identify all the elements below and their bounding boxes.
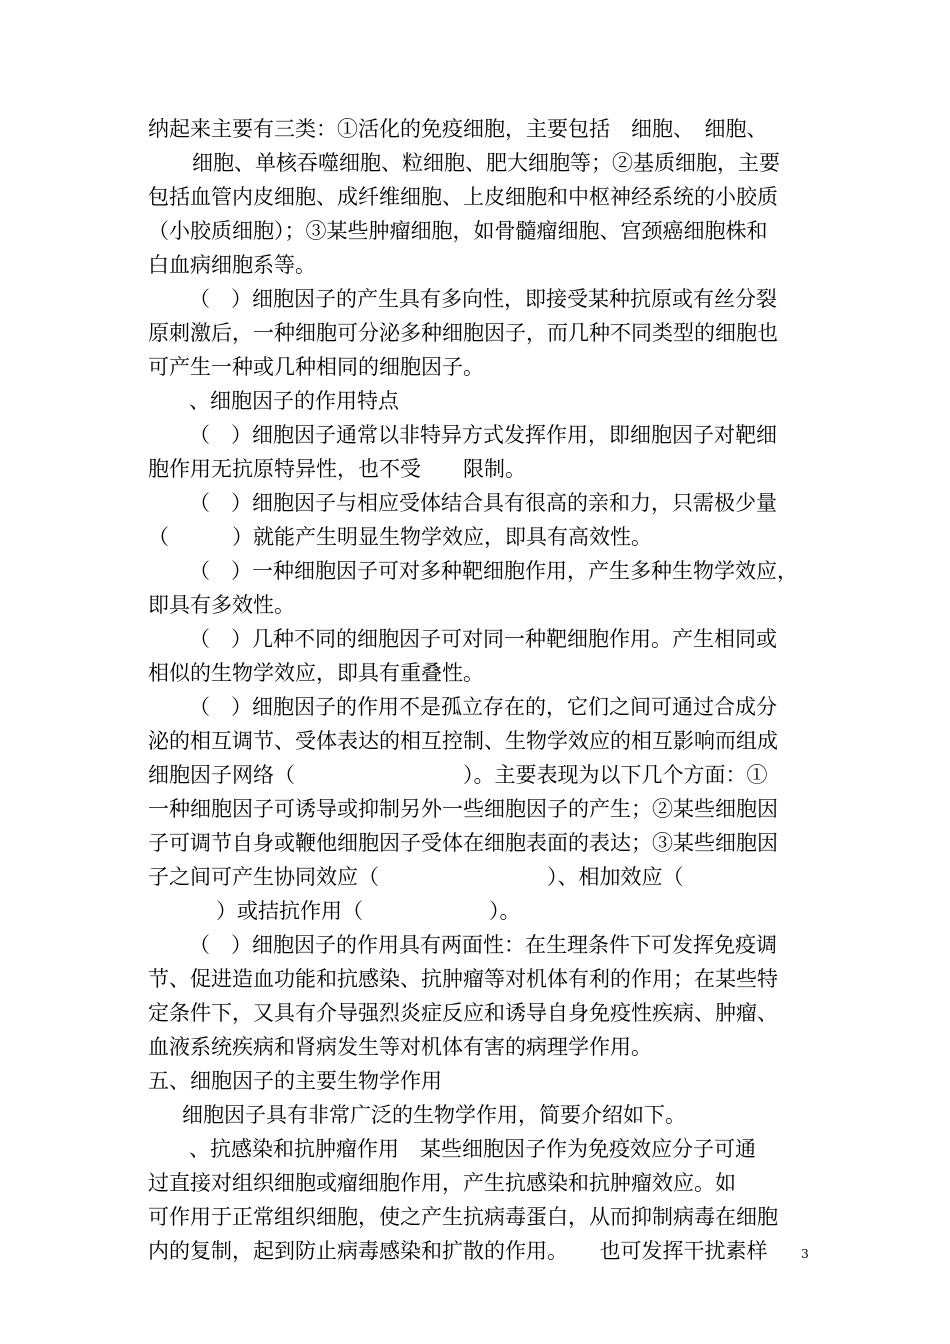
text-line: （ ）几种不同的细胞因子可对同一种靶细胞作用。产生相同或 (189, 627, 777, 651)
page-number: 3 (801, 1247, 809, 1261)
text-line: 纳起来主要有三类：①活化的免疫细胞，主要包括 细胞、 细胞、 (148, 117, 768, 141)
text-line: 原刺激后，一种细胞可分泌多种细胞因子，而几种不同类型的细胞也 (148, 321, 778, 345)
text-line: 过直接对组织细胞或瘤细胞作用，产生抗感染和抗肿瘤效应。如 (148, 1171, 736, 1195)
text-line: 即具有多效性。 (148, 593, 295, 617)
text-line: 内的复制，起到防止病毒感染和扩散的作用。 也可发挥干扰素样 (148, 1239, 768, 1263)
text-line: 一种细胞因子可诱导或抑制另外一些细胞因子的产生；②某些细胞因 (148, 797, 778, 821)
section-heading: 五、细胞因子的主要生物学作用 (148, 1069, 442, 1093)
text-line: 定条件下，又具有介导强烈炎症反应和诱导自身免疫性疾病、肿瘤、 (148, 1001, 778, 1025)
text-line: 、细胞因子的作用特点 (189, 389, 399, 413)
text-line: 血液系统疾病和肾病发生等对机体有害的病理学作用。 (148, 1035, 652, 1059)
text-line: ）或拮抗作用（ ）。 (216, 899, 521, 923)
text-line: 子之间可产生协同效应（ ）、相加效应（ (148, 865, 684, 889)
text-line: 可作用于正常组织细胞，使之产生抗病毒蛋白，从而抑制病毒在细胞 (148, 1205, 778, 1229)
text-line: 白血病细胞系等。 (148, 253, 316, 277)
text-line: 胞作用无抗原特异性，也不受 限制。 (148, 457, 526, 481)
text-line: 可产生一种或几种相同的细胞因子。 (148, 355, 484, 379)
text-line: 泌的相互调节、受体表达的相互控制、生物学效应的相互影响而组成 (148, 729, 778, 753)
text-line: 包括血管内皮细胞、成纤维细胞、上皮细胞和中枢神经系统的小胶质 (148, 185, 778, 209)
text-line: （ ）细胞因子的作用具有两面性：在生理条件下可发挥免疫调 (189, 933, 777, 957)
text-line: 细胞因子具有非常广泛的生物学作用，简要介绍如下。 (182, 1103, 686, 1127)
text-line: 子可调节自身或鞭他细胞因子受体在细胞表面的表达；③某些细胞因 (148, 831, 778, 855)
text-line: （小胶质细胞）；③某些肿瘤细胞，如骨髓瘤细胞、宫颈癌细胞株和 (148, 219, 768, 243)
text-line: （ ）就能产生明显生物学效应，即具有高效性。 (148, 525, 652, 549)
text-line: 细胞、单核吞噬细胞、粒细胞、肥大细胞等；②基质细胞，主要 (171, 151, 780, 175)
text-line: 相似的生物学效应，即具有重叠性。 (148, 661, 484, 685)
text-line: 、抗感染和抗肿瘤作用 某些细胞因子作为免疫效应分子可通 (189, 1137, 756, 1161)
text-line: （ ）细胞因子与相应受体结合具有很高的亲和力，只需极少量 (189, 491, 777, 515)
text-line: （ ）一种细胞因子可对多种靶细胞作用，产生多种生物学效应， (189, 559, 798, 583)
text-line: （ ）细胞因子的产生具有多向性，即接受某种抗原或有丝分裂 (189, 287, 777, 311)
text-line: （ ）细胞因子通常以非特异方式发挥作用，即细胞因子对靶细 (189, 423, 777, 447)
text-line: 节、促进造血功能和抗感染、抗肿瘤等对机体有利的作用；在某些特 (148, 967, 778, 991)
text-line: （ ）细胞因子的作用不是孤立存在的，它们之间可通过合成分 (189, 695, 777, 719)
text-line: 细胞因子网络（ ）。主要表现为以下几个方面：① (148, 763, 768, 787)
